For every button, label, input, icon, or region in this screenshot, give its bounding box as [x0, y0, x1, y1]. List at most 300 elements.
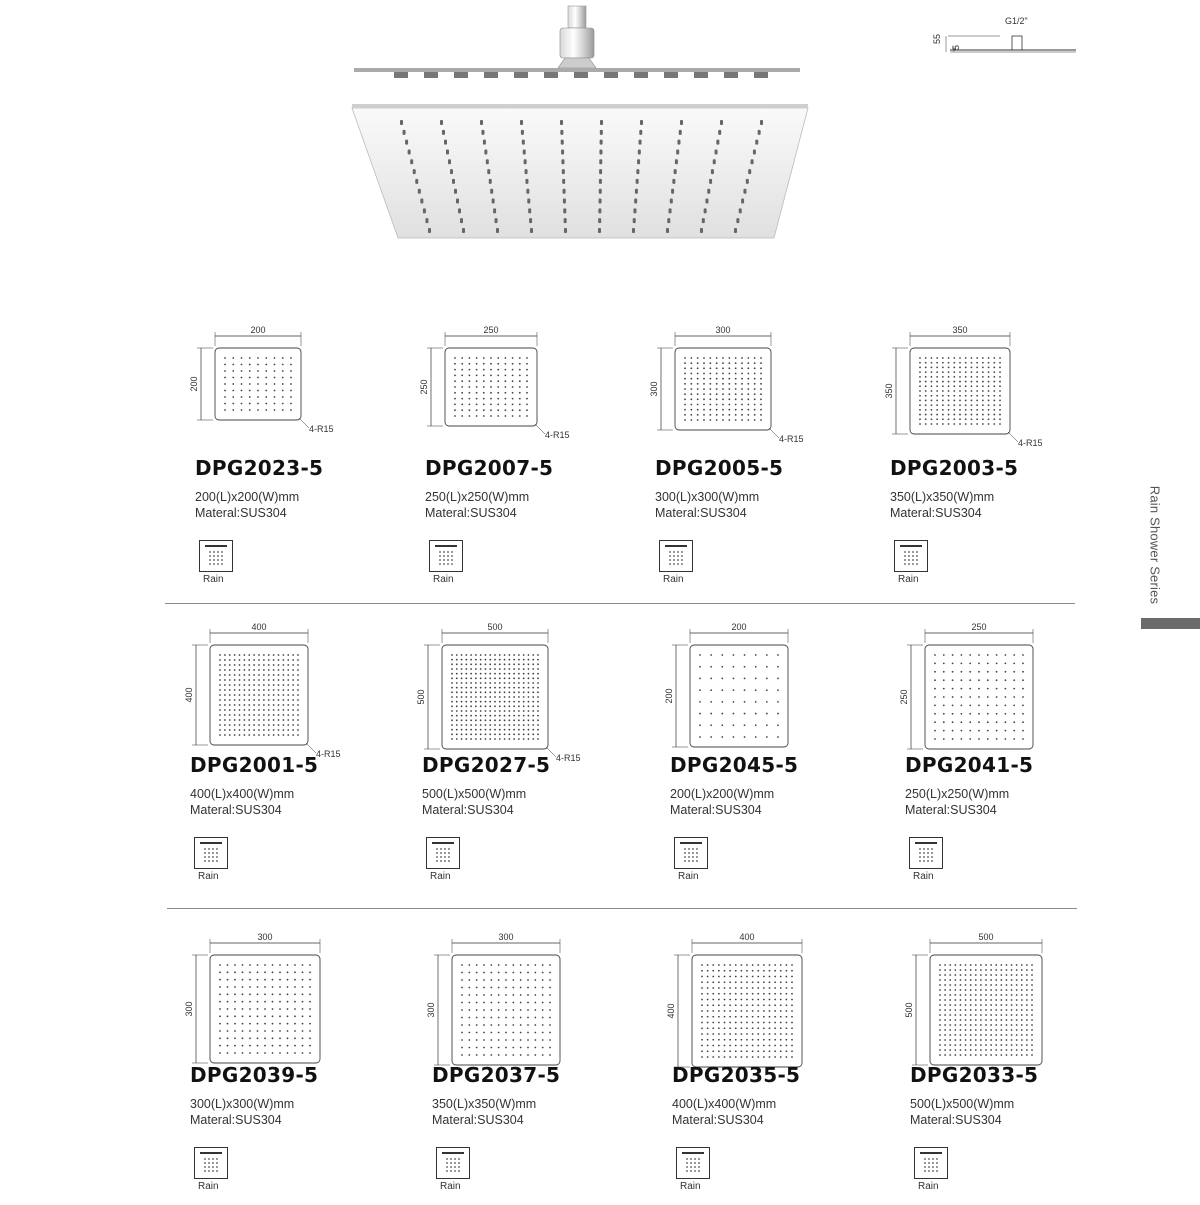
nozzle-dot — [494, 701, 496, 703]
nozzle-dot — [287, 659, 289, 661]
nozzle-dot — [987, 730, 989, 732]
nozzle-dot — [931, 404, 933, 406]
nozzle-dot — [729, 993, 731, 995]
nozzle-dot — [948, 381, 950, 383]
nozzle-dot — [549, 964, 551, 966]
nozzle-dot — [1000, 1034, 1002, 1036]
nozzle-dot — [542, 972, 544, 974]
nozzle-dot — [925, 357, 927, 359]
product-model: DPG2027-5 — [422, 753, 551, 777]
nozzle-dot — [302, 971, 304, 973]
nozzle-dot — [1021, 1009, 1023, 1011]
nozzle-dot — [701, 1010, 703, 1012]
nozzle-dot — [1000, 994, 1002, 996]
nozzle-dot — [461, 964, 463, 966]
nozzle-dot — [465, 673, 467, 675]
nozzle-dot — [476, 1024, 478, 1026]
nozzle-dot — [483, 1009, 485, 1011]
nozzle-dot — [490, 1054, 492, 1056]
nozzle-dot — [528, 733, 530, 735]
nozzle-dot — [476, 1002, 478, 1004]
nozzle-dot — [461, 691, 463, 693]
nozzle-dot — [451, 738, 453, 740]
nozzle-dot — [512, 357, 514, 359]
nozzle-dot — [1005, 713, 1007, 715]
nozzle-dot — [1022, 679, 1024, 681]
nozzle-dot — [982, 371, 984, 373]
nozzle-dot — [1006, 1049, 1008, 1051]
nozzle-dot — [263, 659, 265, 661]
nozzle-dot — [1031, 989, 1033, 991]
nozzle-dot — [527, 994, 529, 996]
nozzle-dot — [707, 999, 709, 1001]
nozzle-dot — [469, 375, 471, 377]
nozzle-dot — [263, 699, 265, 701]
nozzle-dot — [755, 654, 757, 656]
nozzle-dot — [224, 684, 226, 686]
nozzle-dot — [278, 694, 280, 696]
nozzle-dot — [528, 687, 530, 689]
nozzle-dot — [294, 1037, 296, 1039]
nozzle-dot — [258, 669, 260, 671]
nozzle-dot — [499, 668, 501, 670]
nozzle-dot — [931, 390, 933, 392]
nozzle-dot — [485, 659, 487, 661]
nozzle-dot — [769, 964, 771, 966]
nozzle-dot — [534, 1039, 536, 1041]
nozzle-dot — [942, 418, 944, 420]
nozzle-dot — [774, 1027, 776, 1029]
nozzle-dot — [253, 679, 255, 681]
nozzle-dot — [480, 691, 482, 693]
nozzle-dot — [763, 1010, 765, 1012]
nozzle-dot — [499, 682, 501, 684]
nozzle-dot — [791, 1004, 793, 1006]
nozzle-dot — [249, 1001, 251, 1003]
nozzle-dot — [965, 357, 967, 359]
nozzle-dot — [272, 993, 274, 995]
nozzle-dot — [996, 663, 998, 665]
nozzle-dot — [939, 989, 941, 991]
nozzle-dot — [480, 668, 482, 670]
nozzle-dot — [278, 734, 280, 736]
nozzle-dot — [729, 1033, 731, 1035]
nozzle-dot — [747, 362, 749, 364]
nozzle-dot — [268, 689, 270, 691]
nozzle-dot — [949, 1044, 951, 1046]
nozzle-dot — [999, 367, 1001, 369]
nozzle-dot — [936, 423, 938, 425]
nozzle-dot — [718, 1016, 720, 1018]
nozzle-dot — [512, 1017, 514, 1019]
nozzle-dot — [494, 677, 496, 679]
nozzle-dot — [978, 705, 980, 707]
nozzle-dot — [965, 994, 967, 996]
nozzle-dot — [469, 398, 471, 400]
nozzle-dot — [740, 976, 742, 978]
nozzle-dot — [990, 994, 992, 996]
nozzle-dot — [780, 1050, 782, 1052]
nozzle-dot — [980, 1039, 982, 1041]
nozzle-dot — [980, 984, 982, 986]
nozzle-dot — [942, 395, 944, 397]
nozzle-dot — [965, 376, 967, 378]
nozzle-dot — [721, 666, 723, 668]
nozzle-dot — [498, 1009, 500, 1011]
nozzle-dot — [485, 701, 487, 703]
nozzle-dot — [791, 1050, 793, 1052]
nozzle-dot — [278, 674, 280, 676]
nozzle-dot — [931, 362, 933, 364]
nozzle-dot — [709, 414, 711, 416]
nozzle-dot — [1016, 1029, 1018, 1031]
nozzle-dot — [987, 696, 989, 698]
nozzle-dot — [965, 381, 967, 383]
nozzle-dot — [257, 1008, 259, 1010]
nozzle-dot — [995, 999, 997, 1001]
nozzle-dot — [712, 970, 714, 972]
nozzle-dot — [456, 677, 458, 679]
nozzle-dot — [729, 1056, 731, 1058]
nozzle-dot — [942, 376, 944, 378]
nozzle-dot — [234, 719, 236, 721]
nozzle-dot — [791, 1016, 793, 1018]
nozzle-dot — [302, 986, 304, 988]
nozzle-dot — [985, 1019, 987, 1021]
nozzle-dot — [537, 729, 539, 731]
nozzle-dot — [297, 729, 299, 731]
nozzle-dot — [757, 987, 759, 989]
corner-radius-label: 4-R15 — [316, 749, 341, 759]
nozzle-dot — [988, 357, 990, 359]
nozzle-dot — [505, 380, 507, 382]
nozzle-dot — [948, 390, 950, 392]
nozzle-dot — [470, 724, 472, 726]
nozzle-dot — [1000, 1004, 1002, 1006]
nozzle-dot — [985, 1039, 987, 1041]
nozzle-dot — [494, 659, 496, 661]
nozzle-dot — [735, 1010, 737, 1012]
nozzle-dot — [785, 976, 787, 978]
nozzle-dot — [534, 1032, 536, 1034]
nozzle-dot — [273, 724, 275, 726]
nozzle-dot — [483, 375, 485, 377]
nozzle-dot — [741, 404, 743, 406]
nozzle-dot — [969, 688, 971, 690]
nozzle-dot — [272, 971, 274, 973]
nozzle-dot — [733, 724, 735, 726]
nozzle-dot — [970, 1049, 972, 1051]
nozzle-dot — [747, 378, 749, 380]
nozzle-dot — [499, 738, 501, 740]
nozzle-dot — [724, 976, 726, 978]
nozzle-dot — [965, 409, 967, 411]
nozzle-dot — [965, 979, 967, 981]
rain-mode-icon — [914, 1147, 948, 1179]
nozzle-dot — [965, 969, 967, 971]
nozzle-dot — [1021, 1014, 1023, 1016]
nozzle-dot — [990, 989, 992, 991]
nozzle-dot — [475, 705, 477, 707]
nozzle-dot — [219, 714, 221, 716]
nozzle-dot — [925, 400, 927, 402]
nozzle-dot — [282, 724, 284, 726]
nozzle-dot — [980, 969, 982, 971]
nozzle-dot — [995, 1019, 997, 1021]
nozzle-dot — [769, 976, 771, 978]
nozzle-dot — [746, 1004, 748, 1006]
nozzle-dot — [483, 1047, 485, 1049]
nozzle-dot — [952, 696, 954, 698]
nozzle-dot — [931, 409, 933, 411]
nozzle-dot — [513, 673, 515, 675]
product-card — [184, 925, 430, 1205]
nozzle-dot — [257, 1001, 259, 1003]
nozzle-dot — [508, 687, 510, 689]
nozzle-dot — [470, 738, 472, 740]
nozzle-dot — [760, 367, 762, 369]
nozzle-dot — [965, 404, 967, 406]
nozzle-dot — [716, 393, 718, 395]
nozzle-dot — [526, 380, 528, 382]
nozzle-dot — [1005, 679, 1007, 681]
nozzle-dot — [549, 1017, 551, 1019]
nozzle-dot — [960, 969, 962, 971]
nozzle-dot — [465, 687, 467, 689]
nozzle-dot — [735, 388, 737, 390]
nozzle-dot — [532, 719, 534, 721]
nozzle-dot — [721, 689, 723, 691]
nozzle-dot — [965, 1039, 967, 1041]
nozzle-dot — [791, 1056, 793, 1058]
nozzle-dot — [1026, 974, 1028, 976]
nozzle-dot — [508, 682, 510, 684]
nozzle-dot — [263, 689, 265, 691]
nozzle-dot — [752, 1050, 754, 1052]
nozzle-dot — [494, 738, 496, 740]
product-model: DPG2001-5 — [190, 753, 319, 777]
nozzle-dot — [274, 364, 276, 366]
nozzle-dot — [468, 964, 470, 966]
nozzle-dot — [1011, 994, 1013, 996]
nozzle-dot — [995, 1024, 997, 1026]
nozzle-dot — [990, 1024, 992, 1026]
nozzle-dot — [465, 733, 467, 735]
nozzle-dot — [508, 696, 510, 698]
nozzle-dot — [258, 704, 260, 706]
nozzle-dot — [485, 729, 487, 731]
nozzle-dot — [785, 1033, 787, 1035]
nozzle-dot — [232, 390, 234, 392]
nozzle-dot — [505, 972, 507, 974]
nozzle-dot — [512, 386, 514, 388]
nozzle-dot — [960, 1019, 962, 1021]
nozzle-dot — [499, 663, 501, 665]
nozzle-dot — [990, 1004, 992, 1006]
nozzle-dot — [273, 729, 275, 731]
corner-radius-label: 4-R15 — [1018, 438, 1043, 448]
nozzle-dot — [987, 679, 989, 681]
nozzle-dot — [995, 1034, 997, 1036]
nozzle-dot — [1011, 1049, 1013, 1051]
nozzle-dot — [925, 418, 927, 420]
nozzle-dot — [985, 1044, 987, 1046]
nozzle-dot — [520, 1039, 522, 1041]
nozzle-dot — [257, 1052, 259, 1054]
nozzle-dot — [257, 357, 259, 359]
nozzle-dot — [969, 721, 971, 723]
nozzle-dot — [287, 979, 289, 981]
nozzle-dot — [263, 724, 265, 726]
nozzle-dot — [1005, 688, 1007, 690]
nozzle-dot — [931, 395, 933, 397]
nozzle-dot — [265, 396, 267, 398]
nozzle-dot — [499, 691, 501, 693]
nozzle-dot — [229, 724, 231, 726]
nozzle-dot — [780, 1004, 782, 1006]
nozzle-dot — [528, 724, 530, 726]
nozzle-dot — [542, 1024, 544, 1026]
nozzle-dot — [224, 689, 226, 691]
nozzle-dot — [465, 729, 467, 731]
nozzle-dot — [232, 383, 234, 385]
nozzle-dot — [752, 1022, 754, 1024]
nozzle-dot — [684, 388, 686, 390]
nozzle-dot — [483, 369, 485, 371]
product-material: Materal:SUS304 — [890, 506, 982, 520]
nozzle-dot — [785, 1016, 787, 1018]
nozzle-dot — [707, 1050, 709, 1052]
product-material: Materal:SUS304 — [910, 1113, 1002, 1127]
nozzle-dot — [461, 380, 463, 382]
nozzle-dot — [518, 701, 520, 703]
nozzle-dot — [241, 377, 243, 379]
nozzle-dot — [248, 659, 250, 661]
nozzle-dot — [733, 678, 735, 680]
nozzle-dot — [497, 386, 499, 388]
nozzle-dot — [701, 1050, 703, 1052]
nozzle-dot — [287, 689, 289, 691]
nozzle-dot — [1013, 738, 1015, 740]
nozzle-dot — [752, 1039, 754, 1041]
nozzle-dot — [718, 1004, 720, 1006]
nozzle-dot — [532, 654, 534, 656]
nozzle-dot — [1016, 989, 1018, 991]
nozzle-dot — [769, 987, 771, 989]
nozzle-dot — [990, 1054, 992, 1056]
nozzle-dot — [774, 976, 776, 978]
nozzle-dot — [273, 664, 275, 666]
rain-mode-label: Rain — [680, 1181, 701, 1192]
nozzle-dot — [944, 1004, 946, 1006]
nozzle-dot — [939, 1019, 941, 1021]
nozzle-dot — [229, 694, 231, 696]
nozzle-dot — [508, 719, 510, 721]
nozzle-dot — [224, 674, 226, 676]
nozzle-dot — [505, 409, 507, 411]
nozzle-dot — [791, 976, 793, 978]
nozzle-dot — [480, 663, 482, 665]
nozzle-dot — [234, 704, 236, 706]
nozzle-dot — [943, 705, 945, 707]
nozzle-dot — [461, 705, 463, 707]
nozzle-dot — [978, 721, 980, 723]
nozzle-dot — [988, 367, 990, 369]
nozzle-dot — [724, 1004, 726, 1006]
nozzle-dot — [952, 671, 954, 673]
nozzle-dot — [518, 691, 520, 693]
nozzle-dot — [987, 663, 989, 665]
side-profile-drawing — [930, 12, 1080, 58]
nozzle-dot — [229, 679, 231, 681]
nozzle-dot — [490, 1009, 492, 1011]
rain-mode-icon — [894, 540, 928, 572]
nozzle-dot — [475, 710, 477, 712]
nozzle-dot — [741, 357, 743, 359]
nozzle-dot — [954, 1029, 956, 1031]
nozzle-dot — [744, 701, 746, 703]
nozzle-dot — [461, 357, 463, 359]
nozzle-dot — [741, 414, 743, 416]
nozzle-dot — [710, 701, 712, 703]
nozzle-dot — [944, 1039, 946, 1041]
nozzle-dot — [253, 734, 255, 736]
nozzle-dot — [527, 972, 529, 974]
nozzle-dot — [769, 1004, 771, 1006]
nozzle-dot — [480, 724, 482, 726]
nozzle-dot — [985, 1009, 987, 1011]
nozzle-dot — [975, 964, 977, 966]
nozzle-dot — [754, 357, 756, 359]
nozzle-dot — [763, 1027, 765, 1029]
nozzle-dot — [1022, 663, 1024, 665]
product-material: Materal:SUS304 — [425, 506, 517, 520]
nozzle-dot — [490, 994, 492, 996]
nozzle-dot — [494, 663, 496, 665]
spec-connector: G1/2" — [1005, 16, 1028, 26]
nozzle-dot — [234, 1045, 236, 1047]
nozzle-dot — [249, 403, 251, 405]
nozzle-dot — [499, 654, 501, 656]
nozzle-dot — [534, 994, 536, 996]
nozzle-dot — [703, 419, 705, 421]
nozzle-dot — [490, 357, 492, 359]
nozzle-dot — [735, 1050, 737, 1052]
nozzle-dot — [960, 964, 962, 966]
nozzle-dot — [489, 729, 491, 731]
nozzle-dot — [970, 994, 972, 996]
nozzle-dot — [537, 715, 539, 717]
nozzle-dot — [995, 994, 997, 996]
nozzle-dot — [785, 1010, 787, 1012]
nozzle-dot — [697, 404, 699, 406]
nozzle-dot — [953, 357, 955, 359]
nozzle-dot — [949, 1034, 951, 1036]
nozzle-dot — [961, 721, 963, 723]
nozzle-dot — [224, 669, 226, 671]
nozzle-dot — [703, 414, 705, 416]
nozzle-dot — [278, 699, 280, 701]
nozzle-dot — [290, 403, 292, 405]
nozzle-dot — [287, 679, 289, 681]
nozzle-dot — [248, 664, 250, 666]
nozzle-dot — [494, 696, 496, 698]
nozzle-dot — [469, 380, 471, 382]
nozzle-dot — [996, 713, 998, 715]
nozzle-dot — [769, 1022, 771, 1024]
nozzle-dot — [282, 694, 284, 696]
nozzle-dot — [1000, 1044, 1002, 1046]
